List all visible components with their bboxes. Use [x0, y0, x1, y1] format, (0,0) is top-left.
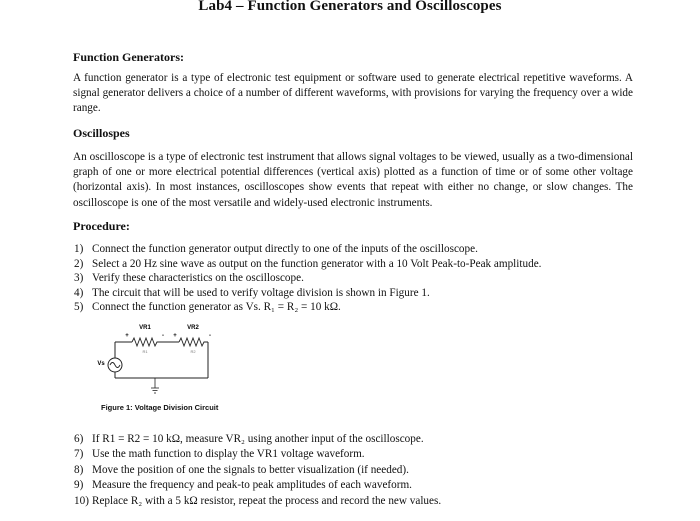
list-item: 4) The circuit that will be used to verify voltage division is shown in Figure 1. [74, 286, 430, 299]
function-generators-heading: Function Generators: [73, 50, 184, 64]
procedure-steps-list-a [74, 242, 541, 315]
plus-sign: + [173, 333, 177, 339]
page-title: Lab4 – Function Generators and Oscilloscopes [198, 0, 502, 14]
r1-sublabel: R1 [142, 349, 148, 354]
figure-caption: Figure 1: Voltage Division Circuit [101, 403, 219, 412]
oscilloscopes-paragraph: An oscilloscope is a type of electronic test instrument that allows signal voltages to be viewed, usually as a two-dimensional graph of one or more electrical potential differences (vertical axis) plotted as a function of time or of some other voltage (horizontal axis). In most instances, oscilloscopes show events that repeat with either no change, or slow changes. The oscilloscope is one of the most versatile and widely-used electronic instruments. [73, 151, 633, 209]
procedure-heading: Procedure: [73, 219, 130, 233]
minus-sign: - [209, 333, 211, 339]
vr1-label: VR1 [139, 325, 151, 331]
list-item: 2) Select a 20 Hz sine wave as output on the function generator with a 10 Volt Peak-to-Peak amplitude. [74, 257, 542, 270]
vs-label: Vs [97, 361, 105, 367]
resistor-r1-icon [132, 338, 159, 346]
vr2-label: VR2 [187, 325, 199, 331]
function-generators-paragraph: A function generator is a type of electronic test equipment or software used to generate electrical repetitive waveforms. A signal generator delivers a choice of a number of different waveforms, with provisions for varying the frequency over a wide range. [73, 72, 633, 115]
plus-sign: + [125, 333, 129, 339]
list-item: 3) Verify these characteristics on the oscilloscope. [74, 272, 304, 285]
list-item: 5) Connect the function generator as Vs. R₁ = R₂ = 10 kΩ. [74, 301, 341, 314]
r2-sublabel: R2 [190, 349, 196, 354]
minus-sign: - [162, 333, 164, 339]
procedure-steps-list-b [74, 432, 441, 509]
oscilloscopes-heading: Oscillospes [73, 126, 130, 140]
list-item: 9) Measure the frequency and peak-to peak amplitudes of each waveform. [74, 479, 412, 492]
list-item: 1) Connect the function generator output directly to one of the inputs of the oscilloscope. [74, 243, 478, 255]
voltage-division-circuit-diagram [95, 320, 230, 400]
list-item: 10) Replace R₂ with a 5 kΩ resistor, repeat the process and record the new values. [74, 494, 442, 507]
list-item: 8) Move the position of one the signals to better visualization (if needed). [74, 463, 409, 476]
list-item: 7) Use the math function to display the VR1 voltage waveform. [74, 448, 365, 461]
list-item: 6) If R1 = R2 = 10 kΩ, measure VR₂ using another input of the oscilloscope. [74, 433, 424, 445]
resistor-r2-icon [179, 338, 206, 346]
